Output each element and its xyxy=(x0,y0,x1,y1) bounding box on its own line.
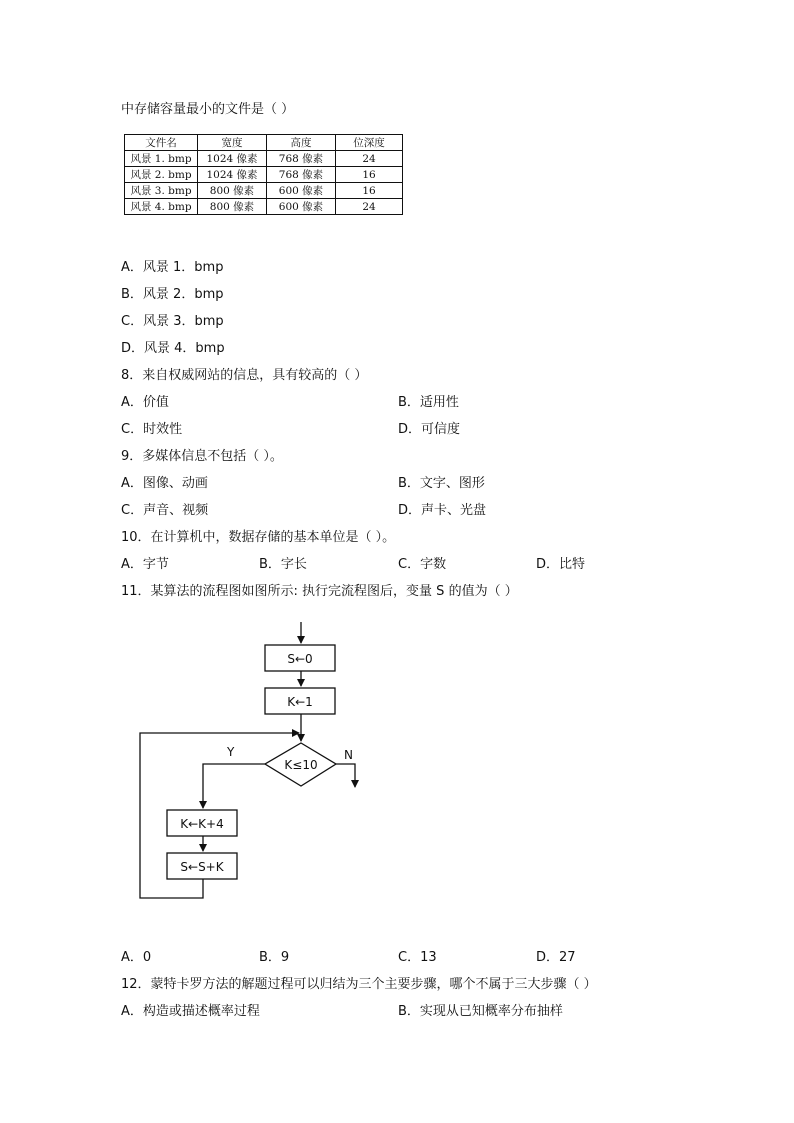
table-cell: 600 像素 xyxy=(267,183,336,199)
table-cell: 风景 2. bmp xyxy=(125,167,198,183)
bmp-file-table xyxy=(124,134,403,215)
q7-stem: 中存储容量最小的文件是（ ） xyxy=(121,102,295,117)
flow-no-branch xyxy=(336,764,355,787)
table-cell: 768 像素 xyxy=(267,151,336,167)
flow-box-k-increment-label: K←K+4 xyxy=(180,817,224,831)
q11-stem: 11．某算法的流程图如图所示: 执行完流程图后，变量 S 的值为（ ） xyxy=(121,584,518,599)
q12-option-a[interactable]: A．构造或描述概率过程 xyxy=(121,1004,260,1019)
q9-option-c[interactable]: C．声音、视频 xyxy=(121,503,209,518)
q7-option-c[interactable]: C．风景 3．bmp xyxy=(121,314,224,329)
q10-option-c[interactable]: C．字数 xyxy=(398,557,447,572)
q9-stem: 9．多媒体信息不包括（ ）。 xyxy=(121,449,283,464)
q9-option-b[interactable]: B．文字、图形 xyxy=(398,476,485,491)
table-cell: 16 xyxy=(336,183,403,199)
q10-stem: 10．在计算机中，数据存储的基本单位是（ ）。 xyxy=(121,530,396,545)
table-row xyxy=(125,151,403,167)
q9-option-d[interactable]: D．声卡、光盘 xyxy=(398,503,487,518)
q7-option-d[interactable]: D．风景 4．bmp xyxy=(121,341,225,356)
flow-box-k-init-label: K←1 xyxy=(287,695,313,709)
table-header-cell: 位深度 xyxy=(336,135,403,151)
table-header-cell: 宽度 xyxy=(198,135,267,151)
q11-option-c[interactable]: C．13 xyxy=(398,950,437,965)
q7-option-b[interactable]: B．风景 2．bmp xyxy=(121,287,224,302)
flow-yes-label: Y xyxy=(227,745,235,759)
table-header-cell: 高度 xyxy=(267,135,336,151)
table-cell: 风景 3. bmp xyxy=(125,183,198,199)
q10-option-b[interactable]: B．字长 xyxy=(259,557,307,572)
table-row xyxy=(125,167,403,183)
q7-option-a[interactable]: A．风景 1．bmp xyxy=(121,260,224,275)
table-cell: 风景 1. bmp xyxy=(125,151,198,167)
table-cell: 24 xyxy=(336,151,403,167)
table-header-row xyxy=(125,135,403,151)
table-cell: 768 像素 xyxy=(267,167,336,183)
table-cell: 800 像素 xyxy=(198,199,267,215)
table-row xyxy=(125,183,403,199)
q11-option-a[interactable]: A．0 xyxy=(121,950,152,965)
q8-option-a[interactable]: A．价值 xyxy=(121,395,169,410)
flow-decision-label: K≤10 xyxy=(284,758,318,772)
flow-box-s-init-label: S←0 xyxy=(287,652,313,666)
q8-option-b[interactable]: B．适用性 xyxy=(398,395,459,410)
q12-stem: 12．蒙特卡罗方法的解题过程可以归结为三个主要步骤，哪个不属于三大步骤（ ） xyxy=(121,977,597,992)
table-row xyxy=(125,199,403,215)
q10-option-d[interactable]: D．比特 xyxy=(536,557,586,572)
table-cell: 1024 像素 xyxy=(198,151,267,167)
q9-option-a[interactable]: A．图像、动画 xyxy=(121,476,208,491)
table-cell: 16 xyxy=(336,167,403,183)
table-cell: 24 xyxy=(336,199,403,215)
q8-option-c[interactable]: C．时效性 xyxy=(121,422,183,437)
table-cell: 600 像素 xyxy=(267,199,336,215)
q8-option-d[interactable]: D．可信度 xyxy=(398,422,461,437)
q12-option-b[interactable]: B．实现从已知概率分布抽样 xyxy=(398,1004,563,1019)
q11-option-d[interactable]: D．27 xyxy=(536,950,576,965)
q10-option-a[interactable]: A．字节 xyxy=(121,557,169,572)
flow-no-label: N xyxy=(344,748,353,762)
table-cell: 800 像素 xyxy=(198,183,267,199)
flow-box-s-accumulate-label: S←S+K xyxy=(180,860,224,874)
algorithm-flowchart xyxy=(130,620,380,910)
q8-stem: 8．来自权威网站的信息，具有较高的（ ） xyxy=(121,368,368,383)
table-cell: 1024 像素 xyxy=(198,167,267,183)
table-cell: 风景 4. bmp xyxy=(125,199,198,215)
q11-option-b[interactable]: B．9 xyxy=(259,950,290,965)
flow-yes-branch xyxy=(203,764,265,808)
table-header-cell: 文件名 xyxy=(125,135,198,151)
